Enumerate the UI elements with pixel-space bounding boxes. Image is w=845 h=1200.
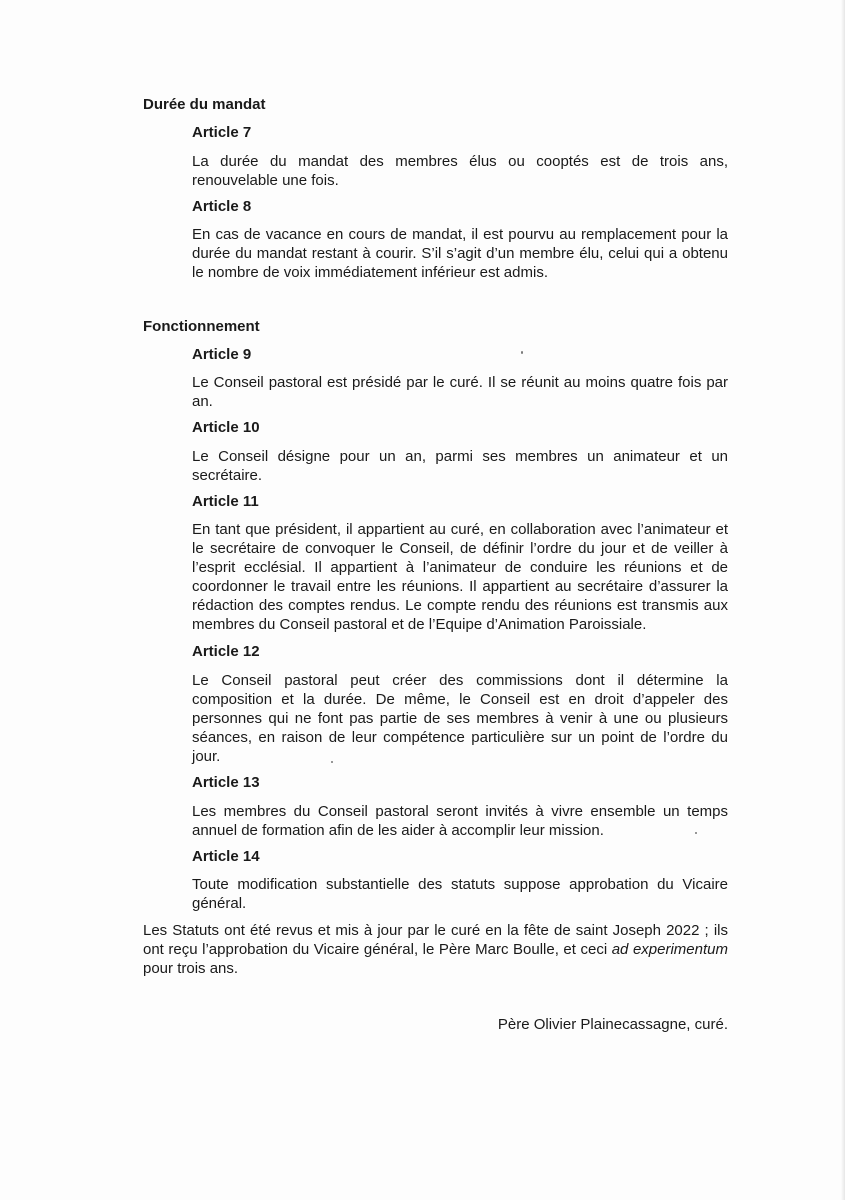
article-8-heading: Article 8 [192, 198, 252, 215]
article-14-heading: Article 14 [192, 848, 260, 865]
section-heading-fonctionnement: Fonctionnement [143, 318, 260, 335]
article-12-line: jour. [192, 748, 221, 765]
article-9-text [192, 373, 728, 411]
article-11-line: membres du Conseil pastoral et de l’Equipe d’Animation Paroissiale. [192, 616, 647, 633]
article-11-line: coordonner le travail entre les réunions. Il appartient au secrétaire d’assurer la [192, 578, 728, 595]
article-7-line: renouvelable une fois. [192, 172, 339, 189]
article-11-heading: Article 11 [192, 493, 259, 510]
article-8-line: En cas de vacance en cours de mandat, il est pourvu au remplacement pour la [192, 226, 728, 243]
article-9-line: an. [192, 393, 213, 410]
article-9-line: Le Conseil pastoral est présidé par le curé. Il se réunit au moins quatre fois par [192, 374, 728, 391]
article-9-heading: Article 9 [192, 346, 252, 363]
scan-speck [331, 761, 333, 763]
article-12-text [192, 671, 728, 766]
article-14-line: général. [192, 895, 247, 912]
article-10-text [192, 447, 728, 485]
article-10-line: Le Conseil désigne pour un an, parmi ses membres un animateur et un [192, 448, 728, 465]
closing-line: Les Statuts ont été revus et mis à jour par le curé en la fête de saint Joseph 2022 ; ils [143, 922, 728, 939]
section-heading-duree: Durée du mandat [143, 96, 266, 113]
article-13-line: annuel de formation afin de les aider à accomplir leur mission. [192, 822, 604, 839]
closing-line [143, 940, 728, 959]
article-8-line: le nombre de voix immédiatement inférieur est admis. [192, 264, 548, 281]
article-12-line: Le Conseil pastoral peut créer des commissions dont il détermine la [192, 672, 728, 689]
article-7-text [192, 152, 728, 190]
article-13-line: Les membres du Conseil pastoral seront invités à vivre ensemble un temps [192, 803, 728, 820]
article-12-line: séances, en raison de leur compétence particulière sur un point de l’ordre du [192, 729, 728, 746]
article-11-line: En tant que président, il appartient au curé, en collaboration avec l’animateur et [192, 521, 728, 538]
closing-paragraph [143, 921, 728, 978]
page-edge-shadow [841, 0, 845, 1200]
article-11-line: l’esprit ecclésial. Il appartient à l’animateur de conduire les réunions et de [192, 559, 728, 576]
article-7-heading: Article 7 [192, 124, 252, 141]
scan-speck [521, 351, 523, 354]
closing-line-text: ont reçu l’approbation du Vicaire général, le Père Marc Boulle, et ceci [143, 941, 612, 958]
closing-line: pour trois ans. [143, 960, 239, 977]
article-14-text [192, 875, 728, 913]
article-13-text [192, 802, 728, 840]
article-7-line: La durée du mandat des membres élus ou cooptés est de trois ans, [192, 153, 728, 170]
article-14-line: Toute modification substantielle des statuts suppose approbation du Vicaire [192, 876, 728, 893]
article-12-line: personnes qui ne font pas partie de ses membres à venir à une ou plusieurs [192, 710, 728, 727]
scan-speck [695, 832, 697, 834]
article-13-heading: Article 13 [192, 774, 260, 791]
article-12-line: composition et la durée. De même, le Conseil est en droit d’appeler des [192, 691, 728, 708]
article-11-text [192, 520, 728, 634]
article-10-heading: Article 10 [192, 419, 260, 436]
article-11-line: le secrétaire de convoquer le Conseil, de définir l’ordre du jour et de veiller à [192, 540, 728, 557]
article-8-text [192, 225, 728, 282]
closing-latin-phrase: ad experimentum [611, 941, 728, 958]
article-8-line: durée du mandat restant à courir. S’il s’agit d’un membre élu, celui qui a obtenu [192, 245, 728, 262]
article-12-heading: Article 12 [192, 643, 260, 660]
article-11-line: rédaction des comptes rendus. Le compte rendu des réunions est transmis aux [192, 597, 728, 614]
article-10-line: secrétaire. [192, 467, 263, 484]
signature: Père Olivier Plainecassagne, curé. [497, 1016, 728, 1033]
